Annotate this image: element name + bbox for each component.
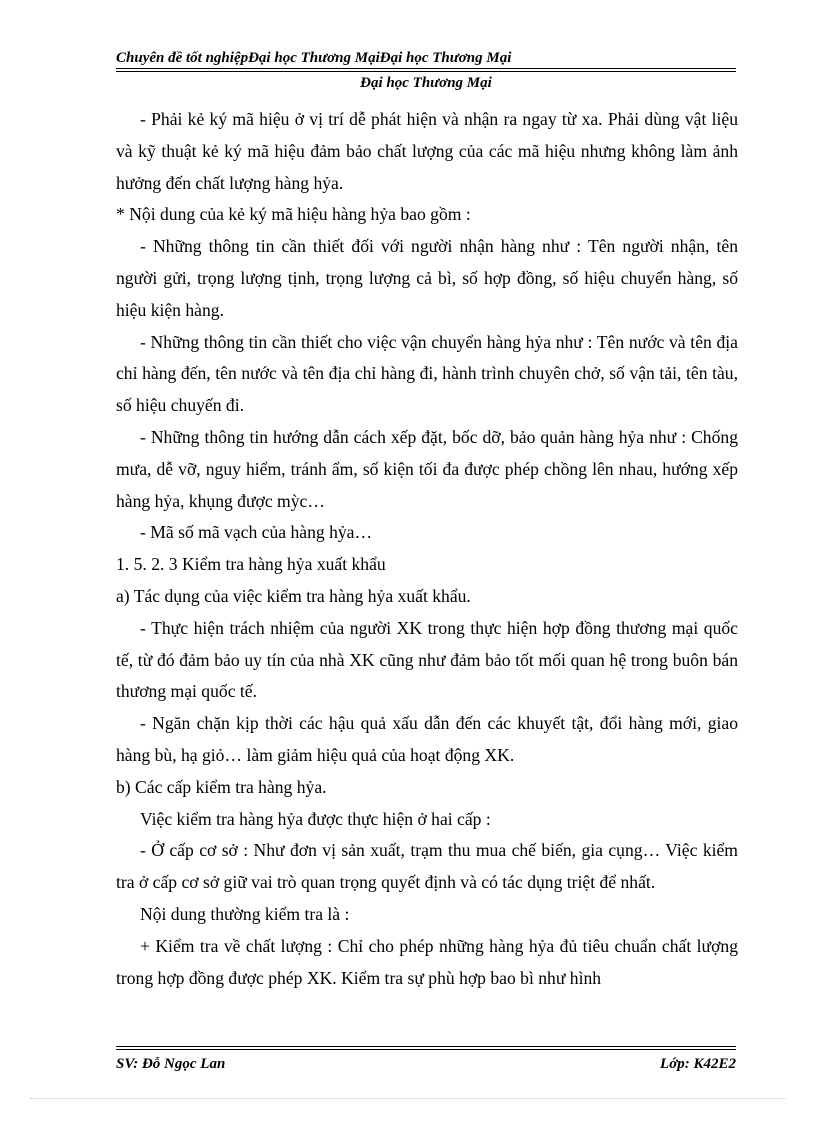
paragraph: - Thực hiện trách nhiệm của người XK trong thực hiện hợp đồng thương mại quốc tế, từ đó đảm bảo uy tín của nhà XK cũng như đảm bảo tốt mối quan hệ trong buôn bán thương mại quốc tế. <box>116 617 738 702</box>
paragraph: Nội dung thường kiểm tra là : <box>140 903 350 924</box>
header-title: Chuyên đề tốt nghiệpĐại học Thương MạiĐại học Thương Mại <box>116 50 512 66</box>
paragraph: + Kiểm tra về chất lượng : Chỉ cho phép những hàng hỷa đủ tiêu chuẩn chất lượng trong hợp đồng được phép XK. Kiểm tra sự phù hợp bao bì như hình <box>116 935 738 988</box>
paragraph: - Ở cấp cơ sở : Như đơn vị sản xuất, trạm thu mua chế biến, gia cụng… Việc kiểm tra ở cấp cơ sở giữ vai trò quan trọng quyết định và có tác dụng triệt để nhất. <box>116 840 738 893</box>
subsection-heading: a) Tác dụng của việc kiểm tra hàng hỷa xuất khẩu. <box>116 585 471 606</box>
header-rule <box>116 68 736 69</box>
paragraph: - Những thông tin cần thiết đối với người nhận hàng như : Tên người nhận, tên người gửi, trọng lượng tịnh, trọng lượng cả bì, số hợp đồng, số hiệu chuyển hàng, số hiệu kiện hàng. <box>116 236 738 320</box>
paragraph: - Ngăn chặn kịp thời các hậu quả xấu dẫn đến các khuyết tật, đổi hàng mới, giao hàng bù, hạ giỏ… làm giảm hiệu quả của hoạt động XK. <box>116 713 738 765</box>
subsection-heading: b) Các cấp kiểm tra hàng hỷa. <box>116 776 327 797</box>
paragraph: - Phải kẻ ký mã hiệu ở vị trí dễ phát hiện và nhận ra ngay từ xa. Phải dùng vật liệu và kỹ thuật kẻ ký mã hiệu đảm bảo chất lượng của các mã hiệu nhưng không làm ảnh hưởng đến chất lượng hàng hỷa. <box>116 109 738 193</box>
footer-student: SV: Đỗ Ngọc Lan <box>116 1056 226 1072</box>
header-subtitle: Đại học Thương Mại <box>360 75 492 91</box>
page-bottom-dotted-rule <box>30 1098 786 1099</box>
paragraph: - Những thông tin cần thiết cho việc vận chuyển hàng hỷa như : Tên nước và tên địa chỉ hàng đến, tên nước và tên địa chỉ hàng đi, hành trình chuyên chở, số vận tải, tên tàu, số hiệu chuyến đi. <box>116 331 738 416</box>
document-body <box>116 104 738 994</box>
footer-class: Lớp: K42E2 <box>660 1056 736 1072</box>
footer-rule <box>116 1046 736 1047</box>
paragraph: * Nội dung của kẻ ký mã hiệu hàng hỷa bao gồm : <box>116 204 471 225</box>
section-heading: 1. 5. 2. 3 Kiểm tra hàng hỷa xuất khẩu <box>116 554 386 575</box>
paragraph: - Mã số mã vạch của hàng hỷa… <box>140 522 373 543</box>
paragraph: - Những thông tin hướng dẫn cách xếp đặt, bốc dỡ, bảo quản hàng hỷa như : Chống mưa, dễ vỡ, nguy hiểm, tránh ẩm, số kiện tối đa được phép chồng lên nhau, hướng xếp hàng hỷa, khụng được mỳc… <box>116 426 738 511</box>
paragraph: Việc kiểm tra hàng hỷa được thực hiện ở hai cấp : <box>140 808 491 829</box>
page-header <box>116 48 736 91</box>
